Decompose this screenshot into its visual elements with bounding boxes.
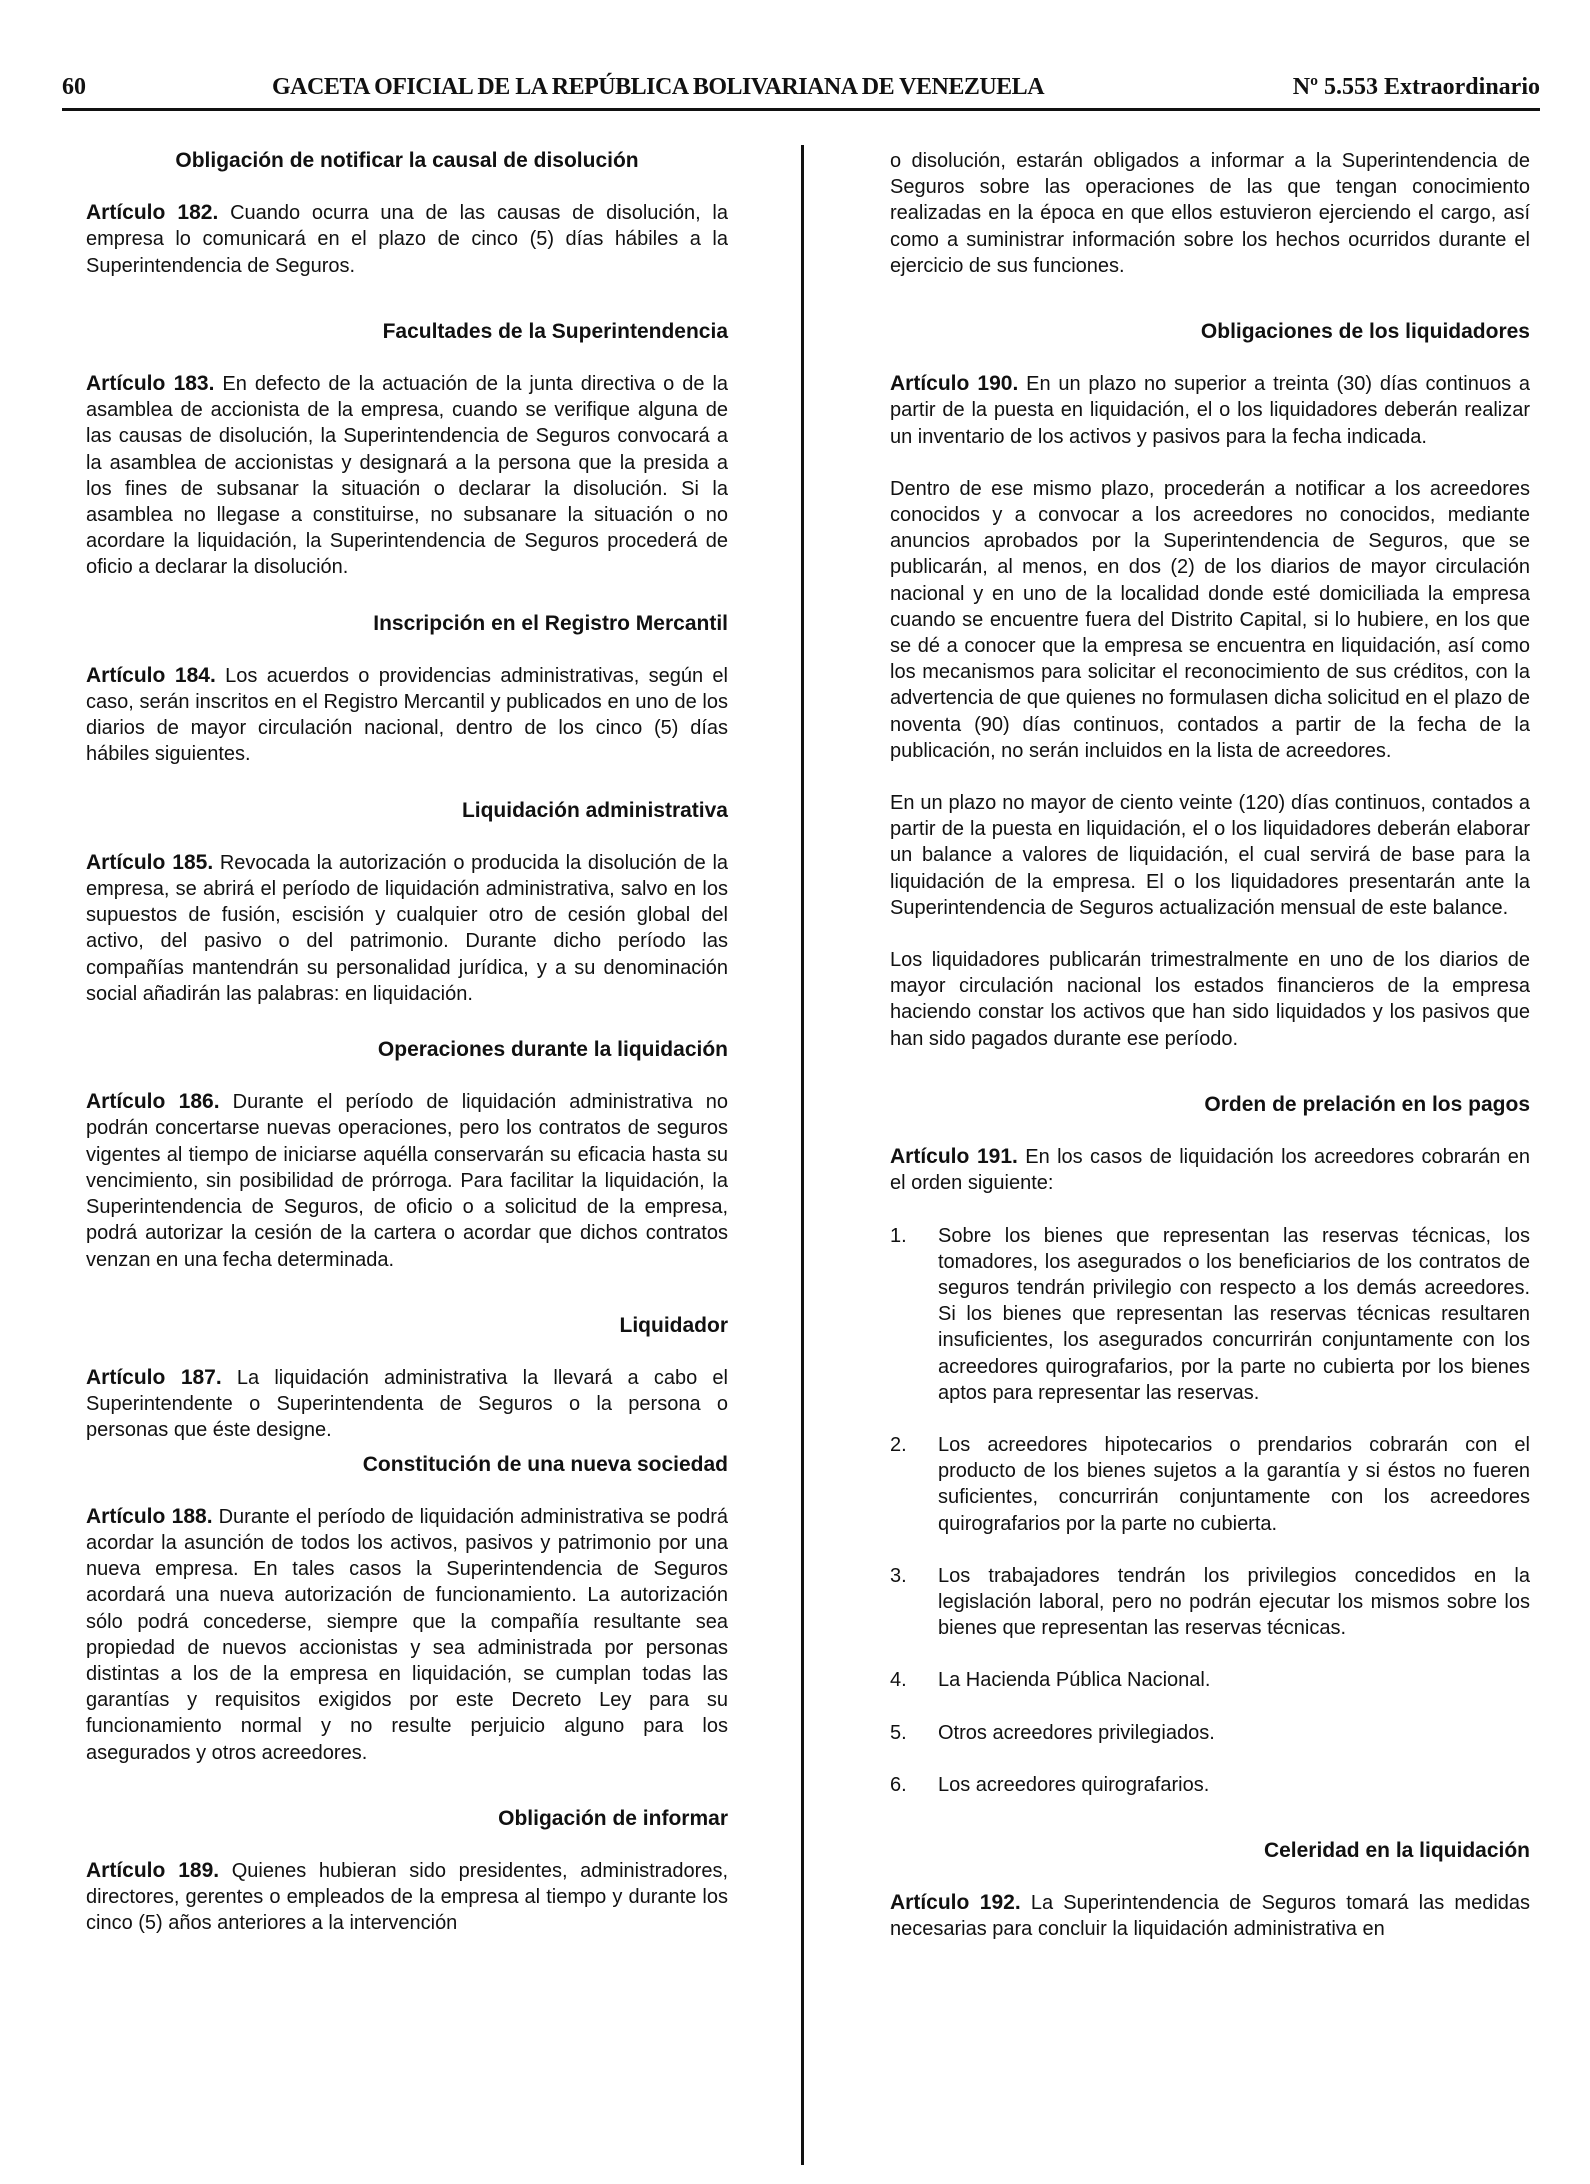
list-number: 4.	[890, 1669, 907, 1692]
article-190-paragraph-2: Dentro de ese mismo plazo, procederán a notificar a los acreedores conocidos y a convocar a los acreedores no conocidos, mediante anuncios aprobados por la Superintendencia de Seguros, que se publicarán, al menos, en dos (2) de los diarios de mayor circulación nacional y en uno de la localidad donde esté domiciliada la empresa cuando se encuentre fuera del Distrito Capital, si lo hubiere, en los que se dé a conocer que la empresa se encuentra en liquidación, así como los mecanismos para solicitar el reconocimiento de sus créditos, con la advertencia de que quienes no formulasen dicha solicitud en el plazo de noventa (90) días continuos, contados a partir de la fecha de la publicación, no serán incluidos en la lista de acreedores.	[890, 477, 1530, 762]
article-text: Cuando ocurra una de las causas de disolución, la empresa lo comunicará en el plazo de cinco (5) días hábiles a la Superintendencia de Seguros.	[86, 202, 728, 277]
section-heading: Obligación de informar	[498, 1806, 728, 1830]
right-column	[890, 148, 1530, 1969]
list-text: Otros acreedores privilegiados.	[938, 1721, 1215, 1744]
article-text: La Superintendencia de Seguros tomará las medidas necesarias para concluir la liquidación administrativa en	[890, 1892, 1531, 1941]
section-heading: Operaciones durante la liquidación	[377, 1038, 728, 1062]
article-label: Artículo 182.	[86, 201, 219, 225]
article-188	[86, 1504, 728, 1766]
article-text: Durante el período de liquidación administrativa se podrá acordar la asunción de todos los activos, pasivos y patrimonio por una nueva empresa. En tales casos la Superintendencia de Seguros acordará una nueva autorización de funcionamiento. La autorización sólo podrá concederse, siempre que la compañía resultante sea propiedad de nuevos accionistas y sea administrada por personas distintas a los de la empresa en liquidación, se cumplan todas las garantías y requisitos exigidos por este Decreto Ley para su funcionamiento normal y no resulte perjuicio alguno para los asegurados y otros acreedores.	[86, 1505, 728, 1764]
article-label: Artículo 186.	[86, 1090, 220, 1114]
header-rule	[62, 108, 1540, 111]
publication-title: GACETA OFICIAL DE LA REPÚBLICA BOLIVARIANA DE VENEZUELA	[272, 74, 1045, 100]
list-number: 3.	[890, 1564, 907, 1587]
article-text: En un plazo no superior a treinta (30) días continuos a partir de la puesta en liquidación, el o los liquidadores deberán realizar un inventario de los activos y pasivos para la fecha indicada.	[890, 373, 1531, 448]
list-item	[890, 1667, 1530, 1693]
article-label: Artículo 192.	[890, 1891, 1021, 1915]
list-item	[890, 1720, 1530, 1746]
page-number: 60	[62, 74, 86, 100]
article-183	[86, 371, 728, 581]
article-186	[86, 1089, 728, 1272]
article-182	[86, 200, 728, 279]
article-label: Artículo 191.	[890, 1145, 1018, 1169]
article-185	[86, 850, 728, 1007]
list-text: Los acreedores hipotecarios o prendarios cobrarán con el producto de los bienes sujetos a la garantía y si éstos no fueren suficientes, concurrirán conjuntamente con los acreedores quirografarios por la parte no cubierta.	[938, 1433, 1530, 1535]
section-heading: Liquidación administrativa	[461, 798, 728, 822]
article-189-continuation: o disolución, estarán obligados a informar a la Superintendencia de Seguros sobre las operaciones de las que tengan conocimiento realizadas en la época en que ellos estuvieron ejerciendo el cargo, así como a suministrar información sobre los hechos ocurridos durante el ejercicio de sus funciones.	[890, 150, 1530, 277]
article-label: Artículo 188.	[86, 1504, 213, 1528]
section-heading: Orden de prelación en los pagos	[1204, 1092, 1530, 1116]
article-text: En los casos de liquidación los acreedores cobrarán en el orden siguiente:	[890, 1146, 1531, 1195]
column-divider	[801, 145, 804, 2165]
article-190-paragraph-3: En un plazo no mayor de ciento veinte (120) días continuos, contados a partir de la puesta en liquidación, el o los liquidadores deberán elaborar un balance a valores de liquidación, el cual servirá de base para la liquidación de la empresa. El o los liquidadores presentarán ante la Superintendencia de Seguros actualización mensual de este balance.	[890, 792, 1530, 919]
section-heading: Inscripción en el Registro Mercantil	[373, 611, 728, 635]
article-label: Artículo 190.	[890, 372, 1019, 396]
edition-number: Nº 5.553 Extraordinario	[1292, 74, 1540, 100]
article-text: Los acuerdos o providencias administrativas, según el caso, serán inscritos en el Registro Mercantil y publicados en uno de los diarios de mayor circulación nacional, dentro de los cinco (5) días hábiles siguientes.	[86, 664, 728, 766]
list-item	[890, 1563, 1530, 1642]
article-label: Artículo 187.	[86, 1365, 222, 1389]
list-number: 1.	[890, 1224, 907, 1247]
list-text: Los trabajadores tendrán los privilegios concedidos en la legislación laboral, pero no podrán ejecutar los mismos sobre los bienes que representan las reservas técnicas.	[938, 1564, 1530, 1640]
list-item	[890, 1772, 1530, 1798]
article-text: Revocada la autorización o producida la disolución de la empresa, se abrirá el período de liquidación administrativa, salvo en los supuestos de fusión, escisión y cualquier otro de cesión global del activo, del pasivo o del patrimonio. Durante dicho período las compañías mantendrán su personalidad jurídica, y a su denominación social añadirán las palabras: en liquidación.	[86, 851, 729, 1005]
article-184	[86, 663, 728, 768]
article-191	[890, 1144, 1530, 1196]
article-label: Artículo 183.	[86, 372, 215, 396]
article-label: Artículo 189.	[86, 1858, 220, 1882]
list-text: Sobre los bienes que representan las reservas técnicas, los tomadores, los asegurados o los beneficiarios de los contratos de seguros tendrán privilegio con respecto a los demás acreedores. Si los bienes que representan las reservas técnicas resultaren insuficientes, los asegurados concurrirán conjuntamente con los acreedores quirografarios, por la parte no cubierta por los bienes aptos para representar las reservas.	[938, 1224, 1530, 1404]
article-189	[86, 1858, 728, 1937]
article-190-paragraph-4: Los liquidadores publicarán trimestralmente en uno de los diarios de mayor circulación nacional los estados financieros de la empresa haciendo constar los activos que han sido liquidados y los pasivos que han sido pagados durante ese período.	[890, 949, 1530, 1050]
article-label: Artículo 184.	[86, 663, 216, 687]
article-text: Durante el período de liquidación administrativa no podrán concertarse nuevas operaciones, pero los contratos de seguros vigentes al tiempo de iniciarse aquélla conservarán su eficacia hasta su vencimiento, sin posibilidad de prórroga. Para facilitar la liquidación, la Superintendencia de Seguros, de oficio o a solicitud de la empresa, podrá autorizar la cesión de la cartera o acordar que dichos contratos venzan en una fecha determinada.	[86, 1091, 728, 1271]
section-heading: Obligaciones de los liquidadores	[1200, 320, 1530, 344]
list-number: 2.	[890, 1433, 907, 1456]
left-column	[86, 148, 728, 1963]
article-192	[890, 1890, 1530, 1942]
section-heading: Celeridad en la liquidación	[1263, 1838, 1530, 1862]
list-number: 5.	[890, 1721, 907, 1744]
list-number: 6.	[890, 1773, 907, 1796]
section-heading: Constitución de una nueva sociedad	[362, 1452, 728, 1476]
list-text: La Hacienda Pública Nacional.	[938, 1669, 1211, 1692]
article-187	[86, 1365, 728, 1444]
page-header	[62, 72, 1540, 108]
article-text: La liquidación administrativa la llevará a cabo el Superintendente o Superintendenta de Seguros o la persona o personas que éste designe.	[86, 1366, 728, 1442]
section-heading: Facultades de la Superintendencia	[382, 319, 728, 343]
section-heading: Obligación de notificar la causal de disolución	[175, 149, 639, 172]
list-text: Los acreedores quirografarios.	[938, 1773, 1210, 1796]
article-text: En defecto de la actuación de la junta directiva o de la asamblea de accionista de la empresa, cuando se verifique alguna de las causas de disolución, la Superintendencia de Seguros convocará a la asamblea de accionistas y designará a la persona que la presida a los fines de subsanar la situación o declarar la disolución. Si la asamblea no llegase a constituirse, no subsanare la situación o no acordare la liquidación, la Superintendencia de Seguros procederá de oficio a declarar la disolución.	[86, 373, 729, 579]
article-text: Quienes hubieran sido presidentes, administradores, directores, gerentes o empleados de la empresa al tiempo y durante los cinco (5) años anteriores a la intervención	[86, 1859, 729, 1935]
article-label: Artículo 185.	[86, 850, 214, 874]
article-190	[890, 371, 1530, 450]
list-item	[890, 1432, 1530, 1537]
list-item	[890, 1223, 1530, 1406]
section-heading: Liquidador	[619, 1313, 728, 1337]
payment-priority-list	[890, 1223, 1530, 1798]
